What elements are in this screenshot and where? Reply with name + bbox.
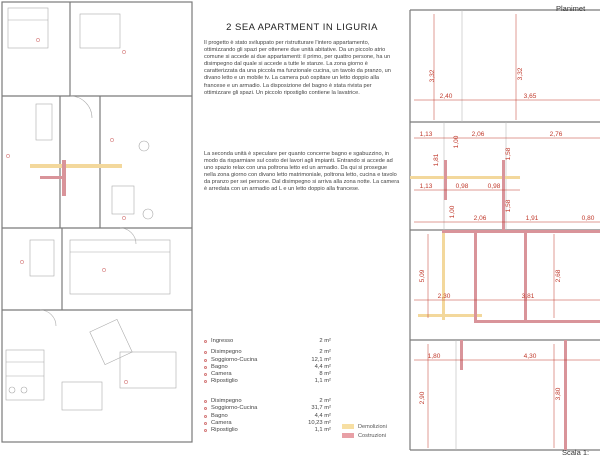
room-row: Bagno 4,4 m² bbox=[202, 364, 402, 371]
dimension-label: 3,65 bbox=[523, 93, 537, 100]
room-marker-icon bbox=[204, 429, 207, 432]
description-paragraph-2: La seconda unità è speculare per quanto concerne bagno e sgabuzzino, in modo da risparmiare sul costo dei lavori agli impianti. Entrando si accede ad uno spazio relax con una poltrona letto ed un armadio. Da qui si prosegue nella zona giorno con divano letto matrimoniale, poltrona letto, cucina e tavolo da pranzo per sei persone. Dal disimpegno si arriva alla zona notte. La camera è arredata con un armadio ad L e un letto doppio alla francese. bbox=[204, 151, 400, 193]
dimension-label: 2,06 bbox=[473, 215, 487, 222]
dimension-label: 1,58 bbox=[505, 147, 512, 161]
room-marker-icon bbox=[204, 351, 207, 354]
rooms-table-unit-1 bbox=[202, 338, 402, 386]
dimension-label: 5,09 bbox=[419, 269, 426, 283]
legend-item-demolition: Demolizioni bbox=[342, 422, 387, 431]
furnished-floor-plan bbox=[0, 0, 200, 460]
room-row: Ripostiglio 1,1 m² bbox=[202, 378, 402, 385]
legend-swatch bbox=[342, 424, 354, 429]
room-marker-icon bbox=[204, 400, 207, 403]
room-marker-icon bbox=[204, 415, 207, 418]
room-row: Bagno 4,4 m² bbox=[202, 413, 402, 420]
dimension-label: 4,30 bbox=[523, 353, 537, 360]
room-marker-icon bbox=[204, 407, 207, 410]
dimension-label: 2,90 bbox=[419, 391, 426, 405]
dimension-label: 0,98 bbox=[487, 183, 501, 190]
dimension-label: 1,80 bbox=[427, 353, 441, 360]
legend bbox=[342, 422, 387, 440]
room-row: Camera 8 m² bbox=[202, 371, 402, 378]
legend-swatch bbox=[342, 433, 354, 438]
dimension-label: 3,80 bbox=[555, 387, 562, 401]
room-marker-icon bbox=[204, 380, 207, 383]
dimension-label: 1,58 bbox=[505, 199, 512, 213]
sheet-label: Planimet bbox=[556, 4, 586, 13]
dimension-label: 1,00 bbox=[449, 205, 456, 219]
room-row: Soggiorno-Cucina 31,7 m² bbox=[202, 405, 402, 412]
scale-label: Scala 1: bbox=[562, 448, 590, 457]
room-marker-icon bbox=[204, 340, 207, 343]
dimension-label: 1,13 bbox=[419, 131, 433, 138]
dimension-label: 1,13 bbox=[419, 183, 433, 190]
room-row: Ripostiglio 1,1 m² bbox=[202, 427, 402, 434]
description-paragraph-1: Il progetto è stato sviluppato per ristrutturare l'intero appartamento, ottimizzando gli spazi per ottenere due unità abitative. Da un piccolo atrio comune si accede ai due appartamenti: il primo, per quattro persone, ha un disimpegno dal quale si accede a tutte le stanze. La zona giorno è caratterizzata da una piccola ma funzionale cucina, un tavolo da pranzo, un divano letto e un mobile tv. La camera può ospitare un letto doppio alla francese e un armadio. La disposizione del bagno è stata rivista per ottimizzare gli spazi. Un piccolo ripostiglio contiene la lavatrice. bbox=[204, 40, 391, 96]
room-row: Camera 10,23 m² bbox=[202, 420, 402, 427]
description-panel bbox=[198, 0, 406, 460]
dimensioned-floor-plan bbox=[404, 0, 600, 460]
dimension-label: 2,76 bbox=[549, 131, 563, 138]
room-row: Disimpegno 2 m² bbox=[202, 398, 402, 405]
dimension-label: 0,80 bbox=[581, 215, 595, 222]
dimension-label: 3,32 bbox=[517, 67, 524, 81]
room-row: Soggiorno-Cucina 12,1 m² bbox=[202, 357, 402, 364]
legend-item-construction: Costruzioni bbox=[342, 431, 387, 440]
dimension-label: 0,98 bbox=[455, 183, 469, 190]
dimension-label: 1,81 bbox=[433, 153, 440, 167]
room-marker-icon bbox=[204, 373, 207, 376]
dimension-label: 2,40 bbox=[439, 93, 453, 100]
project-title: 2 SEA APARTMENT IN LIGURIA bbox=[226, 22, 378, 33]
dimension-label: 3,32 bbox=[429, 69, 436, 83]
room-marker-icon bbox=[204, 359, 207, 362]
dimension-label: 1,00 bbox=[453, 135, 460, 149]
dimension-label: 2,30 bbox=[437, 293, 451, 300]
dimension-label: 2,06 bbox=[471, 131, 485, 138]
dimension-label: 3,81 bbox=[521, 293, 535, 300]
dimension-label: 2,68 bbox=[555, 269, 562, 283]
room-marker-icon bbox=[204, 366, 207, 369]
room-marker-icon bbox=[204, 422, 207, 425]
room-row: Disimpegno 2 m² bbox=[202, 349, 402, 356]
room-row: Ingresso 2 m² bbox=[202, 338, 402, 345]
dimension-label: 1,91 bbox=[525, 215, 539, 222]
